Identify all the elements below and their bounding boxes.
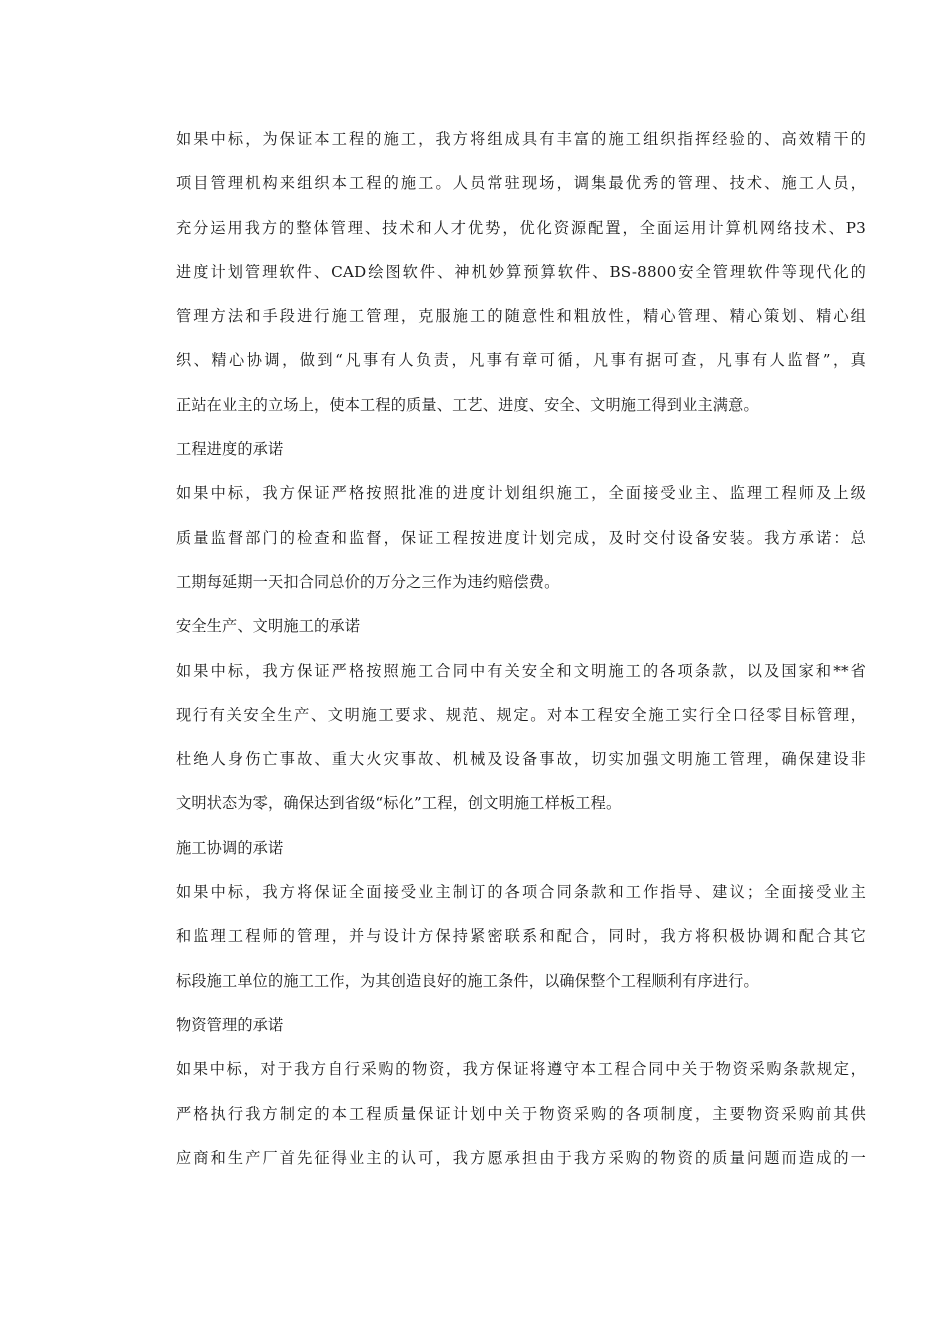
paragraph-line: 应商和生产厂首先征得业主的认可，我方愿承担由于我方采购的物资的质量问题而造成的一 <box>176 1148 866 1167</box>
paragraph-line: 现行有关安全生产、文明施工要求、规范、规定。对本工程安全施工实行全口径零目标管理， <box>176 705 866 724</box>
paragraph-line: 严格执行我方制定的本工程质量保证计划中关于物资采购的各项制度，主要物资采购前其供 <box>176 1104 866 1123</box>
paragraph-line: 如果中标，我方保证严格按照施工合同中有关安全和文明施工的各项条款，以及国家和**省 <box>176 661 866 680</box>
section-heading-schedule: 工程进度的承诺 <box>176 440 284 459</box>
safety-paragraph <box>176 653 866 830</box>
paragraph-line: 质量监督部门的检查和监督，保证工程按进度计划完成，及时交付设备安装。我方承诺：总 <box>176 528 866 547</box>
paragraph-line: 管理方法和手段进行施工管理，克服施工的随意性和粗放性，精心管理、精心策划、精心组 <box>176 307 866 326</box>
section-heading-coordination: 施工协调的承诺 <box>176 838 284 857</box>
intro-paragraph <box>176 121 866 431</box>
paragraph-line: 如果中标，我方保证严格按照批准的进度计划组织施工，全面接受业主、监理工程师及上级 <box>176 484 866 503</box>
paragraph-line: 如果中标，我方将保证全面接受业主制订的各项合同条款和工作指导、建议；全面接受业主 <box>176 883 866 902</box>
document-body <box>176 121 866 1184</box>
schedule-paragraph <box>176 475 866 608</box>
materials-paragraph <box>176 1051 866 1184</box>
paragraph-line: 进度计划管理软件、CAD绘图软件、神机妙算预算软件、BS-8800安全管理软件等现代化的 <box>176 262 866 281</box>
paragraph-line: 正站在业主的立场上，使本工程的质量、工艺、进度、安全、文明施工得到业主满意。 <box>176 395 759 414</box>
paragraph-line: 如果中标，为保证本工程的施工，我方将组成具有丰富的施工组织指挥经验的、高效精干的 <box>176 130 866 148</box>
coordination-paragraph <box>176 874 866 1007</box>
section-heading-safety: 安全生产、文明施工的承诺 <box>176 617 361 636</box>
paragraph-line: 和监理工程师的管理，并与设计方保持紧密联系和配合，同时，我方将积极协调和配合其它 <box>176 927 866 946</box>
paragraph-line: 杜绝人身伤亡事故、重大火灾事故、机械及设备事故，切实加强文明施工管理，确保建设非 <box>176 750 866 769</box>
paragraph-line: 充分运用我方的整体管理、技术和人才优势，优化资源配置，全面运用计算机网络技术、P3 <box>176 218 866 237</box>
paragraph-line: 项目管理机构来组织本工程的施工。人员常驻现场，调集最优秀的管理、技术、施工人员， <box>176 174 866 193</box>
paragraph-line: 文明状态为零，确保达到省级“标化”工程，创文明施工样板工程。 <box>176 794 622 813</box>
paragraph-line: 如果中标，对于我方自行采购的物资，我方保证将遵守本工程合同中关于物资采购条款规定， <box>176 1060 866 1079</box>
paragraph-line: 织、精心协调，做到“凡事有人负责，凡事有章可循，凡事有据可查，凡事有人监督”，真 <box>176 351 866 370</box>
paragraph-line: 工期每延期一天扣合同总价的万分之三作为违约赔偿费。 <box>176 572 560 591</box>
paragraph-line: 标段施工单位的施工工作，为其创造良好的施工条件，以确保整个工程顺利有序进行。 <box>176 971 759 990</box>
section-heading-materials: 物资管理的承诺 <box>176 1015 284 1034</box>
